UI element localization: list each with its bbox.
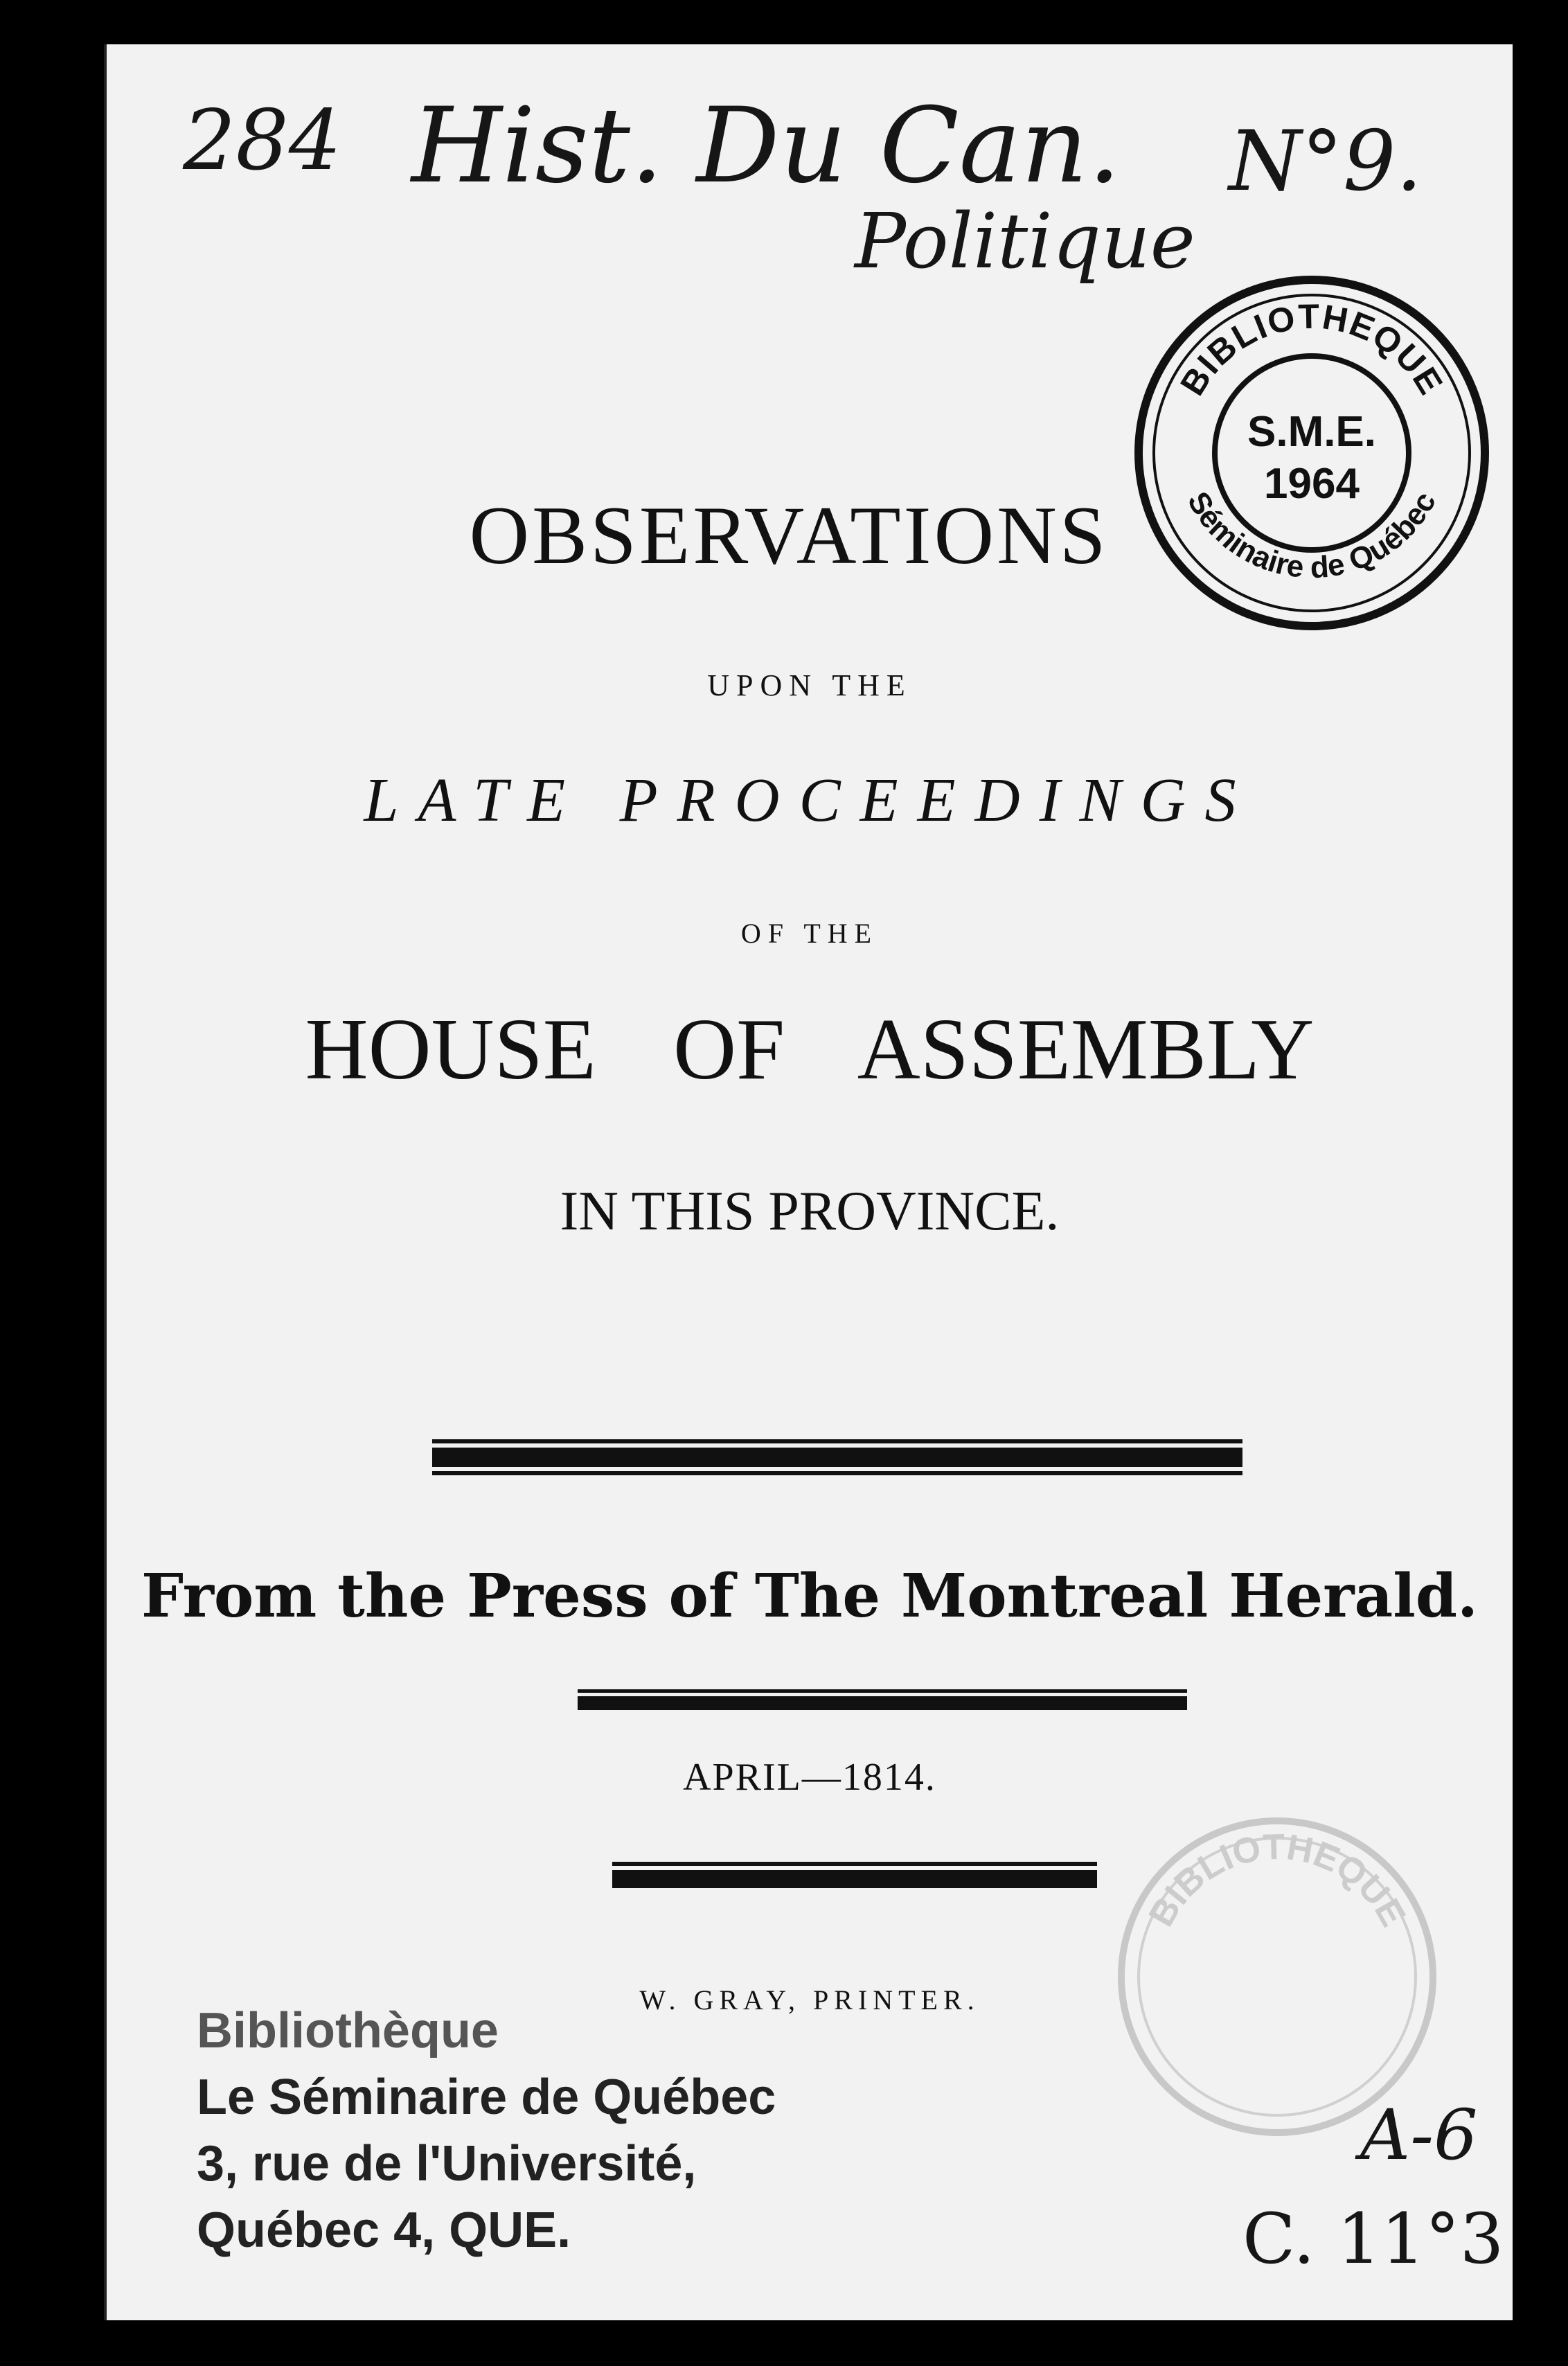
double-rule-top bbox=[432, 1443, 1242, 1471]
stamp-year: 1964 bbox=[1264, 460, 1360, 508]
of-the: OF THE bbox=[740, 918, 879, 949]
title: OBSERVATIONS bbox=[469, 489, 1109, 581]
late-proceedings: LATE PROCEEDINGS bbox=[364, 766, 1256, 835]
title-page bbox=[104, 44, 1513, 2320]
printer-imprint: W. GRAY, PRINTER. bbox=[639, 1984, 980, 2016]
faded-stamp-arc bbox=[1141, 1827, 1414, 1933]
label-line-1: Bibliothèque bbox=[197, 2003, 499, 2058]
label-line-2: Le Séminaire de Québec bbox=[197, 2070, 776, 2125]
faded-stamp-arc-path: BIBLIOTHEQUE bbox=[1141, 1826, 1414, 1934]
stamp-code: S.M.E. bbox=[1247, 408, 1377, 456]
handwritten-category: Politique bbox=[855, 197, 1195, 285]
handwritten-call-number: 284 bbox=[183, 93, 342, 189]
press-line: From the Press of The Montreal Herald. bbox=[141, 1561, 1478, 1631]
publication-date: APRIL—1814. bbox=[683, 1756, 936, 1799]
upon-the: UPON THE bbox=[707, 668, 912, 702]
label-line-3: 3, rue de l'Université, bbox=[197, 2136, 697, 2191]
handwritten-subject: Hist. Du Can. bbox=[411, 86, 1121, 206]
house-of-assembly: HOUSE OF ASSEMBLY bbox=[305, 1002, 1315, 1098]
shelf-mark-2: C. 11°3 bbox=[1242, 2198, 1504, 2279]
double-rule-middle bbox=[578, 1693, 1187, 1710]
stamp-top-arc-path: BIBLIOTHEQUE bbox=[1173, 296, 1451, 402]
double-rule-bottom bbox=[612, 1866, 1097, 1888]
stamp-bottom-arc-path: Séminaire de Québec bbox=[1180, 486, 1443, 585]
faded-library-stamp bbox=[1111, 1811, 1443, 2143]
library-address-label bbox=[197, 1998, 776, 2263]
in-this-province: IN THIS PROVINCE. bbox=[560, 1181, 1060, 1242]
shelf-mark-1: A-6 bbox=[1360, 2094, 1478, 2176]
label-line-4: Québec 4, QUE. bbox=[197, 2203, 571, 2258]
handwritten-volume: N°9. bbox=[1229, 114, 1423, 210]
